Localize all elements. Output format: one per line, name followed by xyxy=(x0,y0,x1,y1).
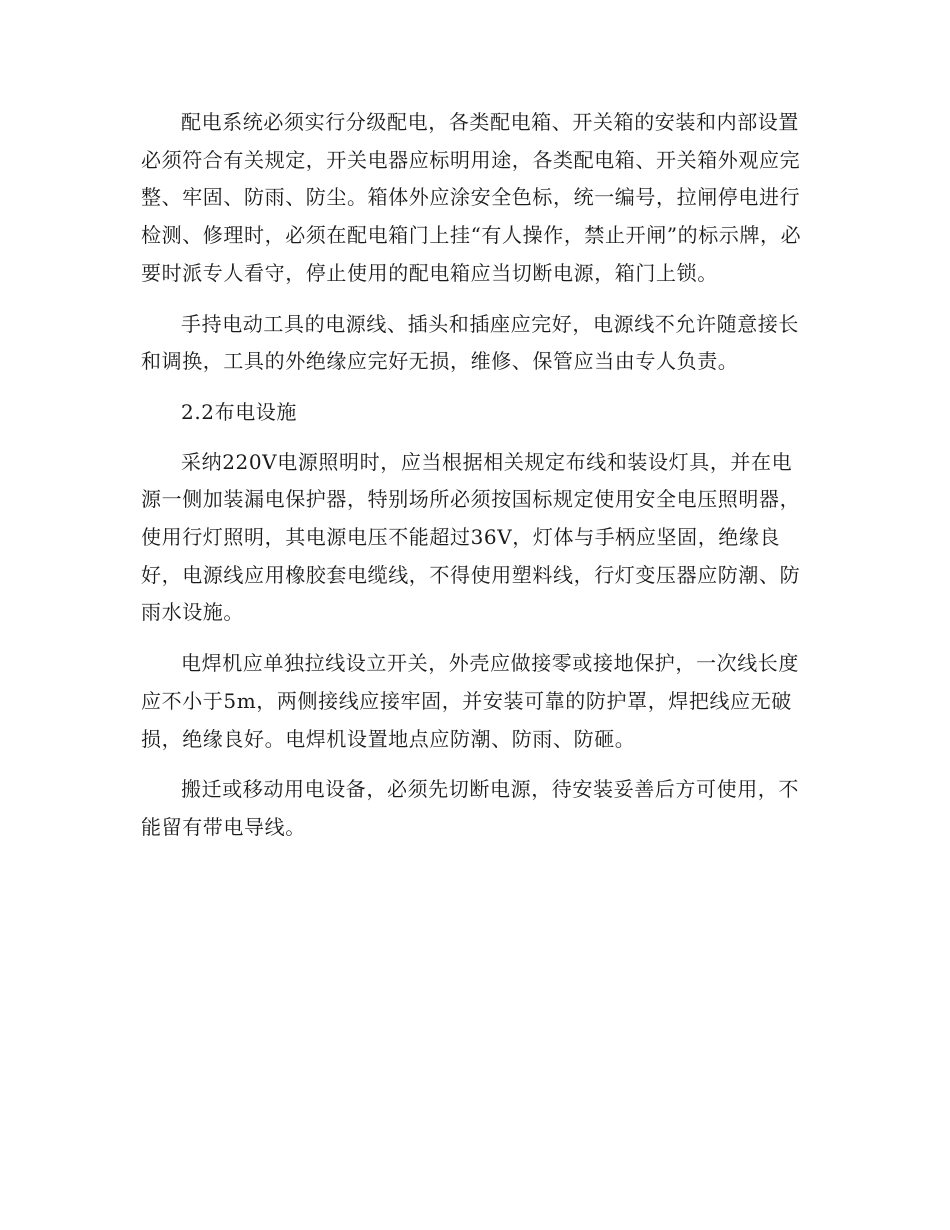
paragraph-hand-tools: 手持电动工具的电源线、插头和插座应完好，电源线不允许随意接长和调换，工具的外绝缘应完好无损，维修、保管应当由专人负责。 xyxy=(141,311,799,374)
paragraph-welding-machine: 电焊机应单独拉线设立开关，外壳应做接零或接地保护，一次线长度应不小于5m，两侧接线应接牢固，并安装可靠的防护罩，焊把线应无破损，绝缘良好。电焊机设置地点应防潮、防雨、防砸。 xyxy=(141,651,799,751)
paragraph-relocation: 搬迁或移动用电设备，必须先切断电源，待安装妥善后方可使用，不能留有带电导线。 xyxy=(141,777,799,839)
paragraph-lighting: 采纳220V电源照明时，应当根据相关规定布线和装设灯具，并在电源一侧加装漏电保护器，特别场所必须按国标规定使用安全电压照明器，使用行灯照明，其电源电压不能超过36V，灯体与手柄应坚固，绝缘良好，电源线应用橡胶套电缆线，不得使用塑料线，行灯变压器应防潮、防雨水设施。 xyxy=(141,449,801,625)
paragraph-distribution-system: 配电系统必须实行分级配电，各类配电箱、开关箱的安装和内部设置必须符合有关规定，开关电器应标明用途，各类配电箱、开关箱外观应完整、牢固、防雨、防尘。箱体外应涂安全色标，统一编号，拉闸停电进行检测、修理时，必须在配电箱门上挂“有人操作，禁止开闸”的标示牌，必要时派专人看守，停止使用的配电箱应当切断电源，箱门上锁。 xyxy=(141,110,802,285)
document-body xyxy=(141,104,806,860)
section-heading: 2.2布电设施 xyxy=(181,399,298,424)
